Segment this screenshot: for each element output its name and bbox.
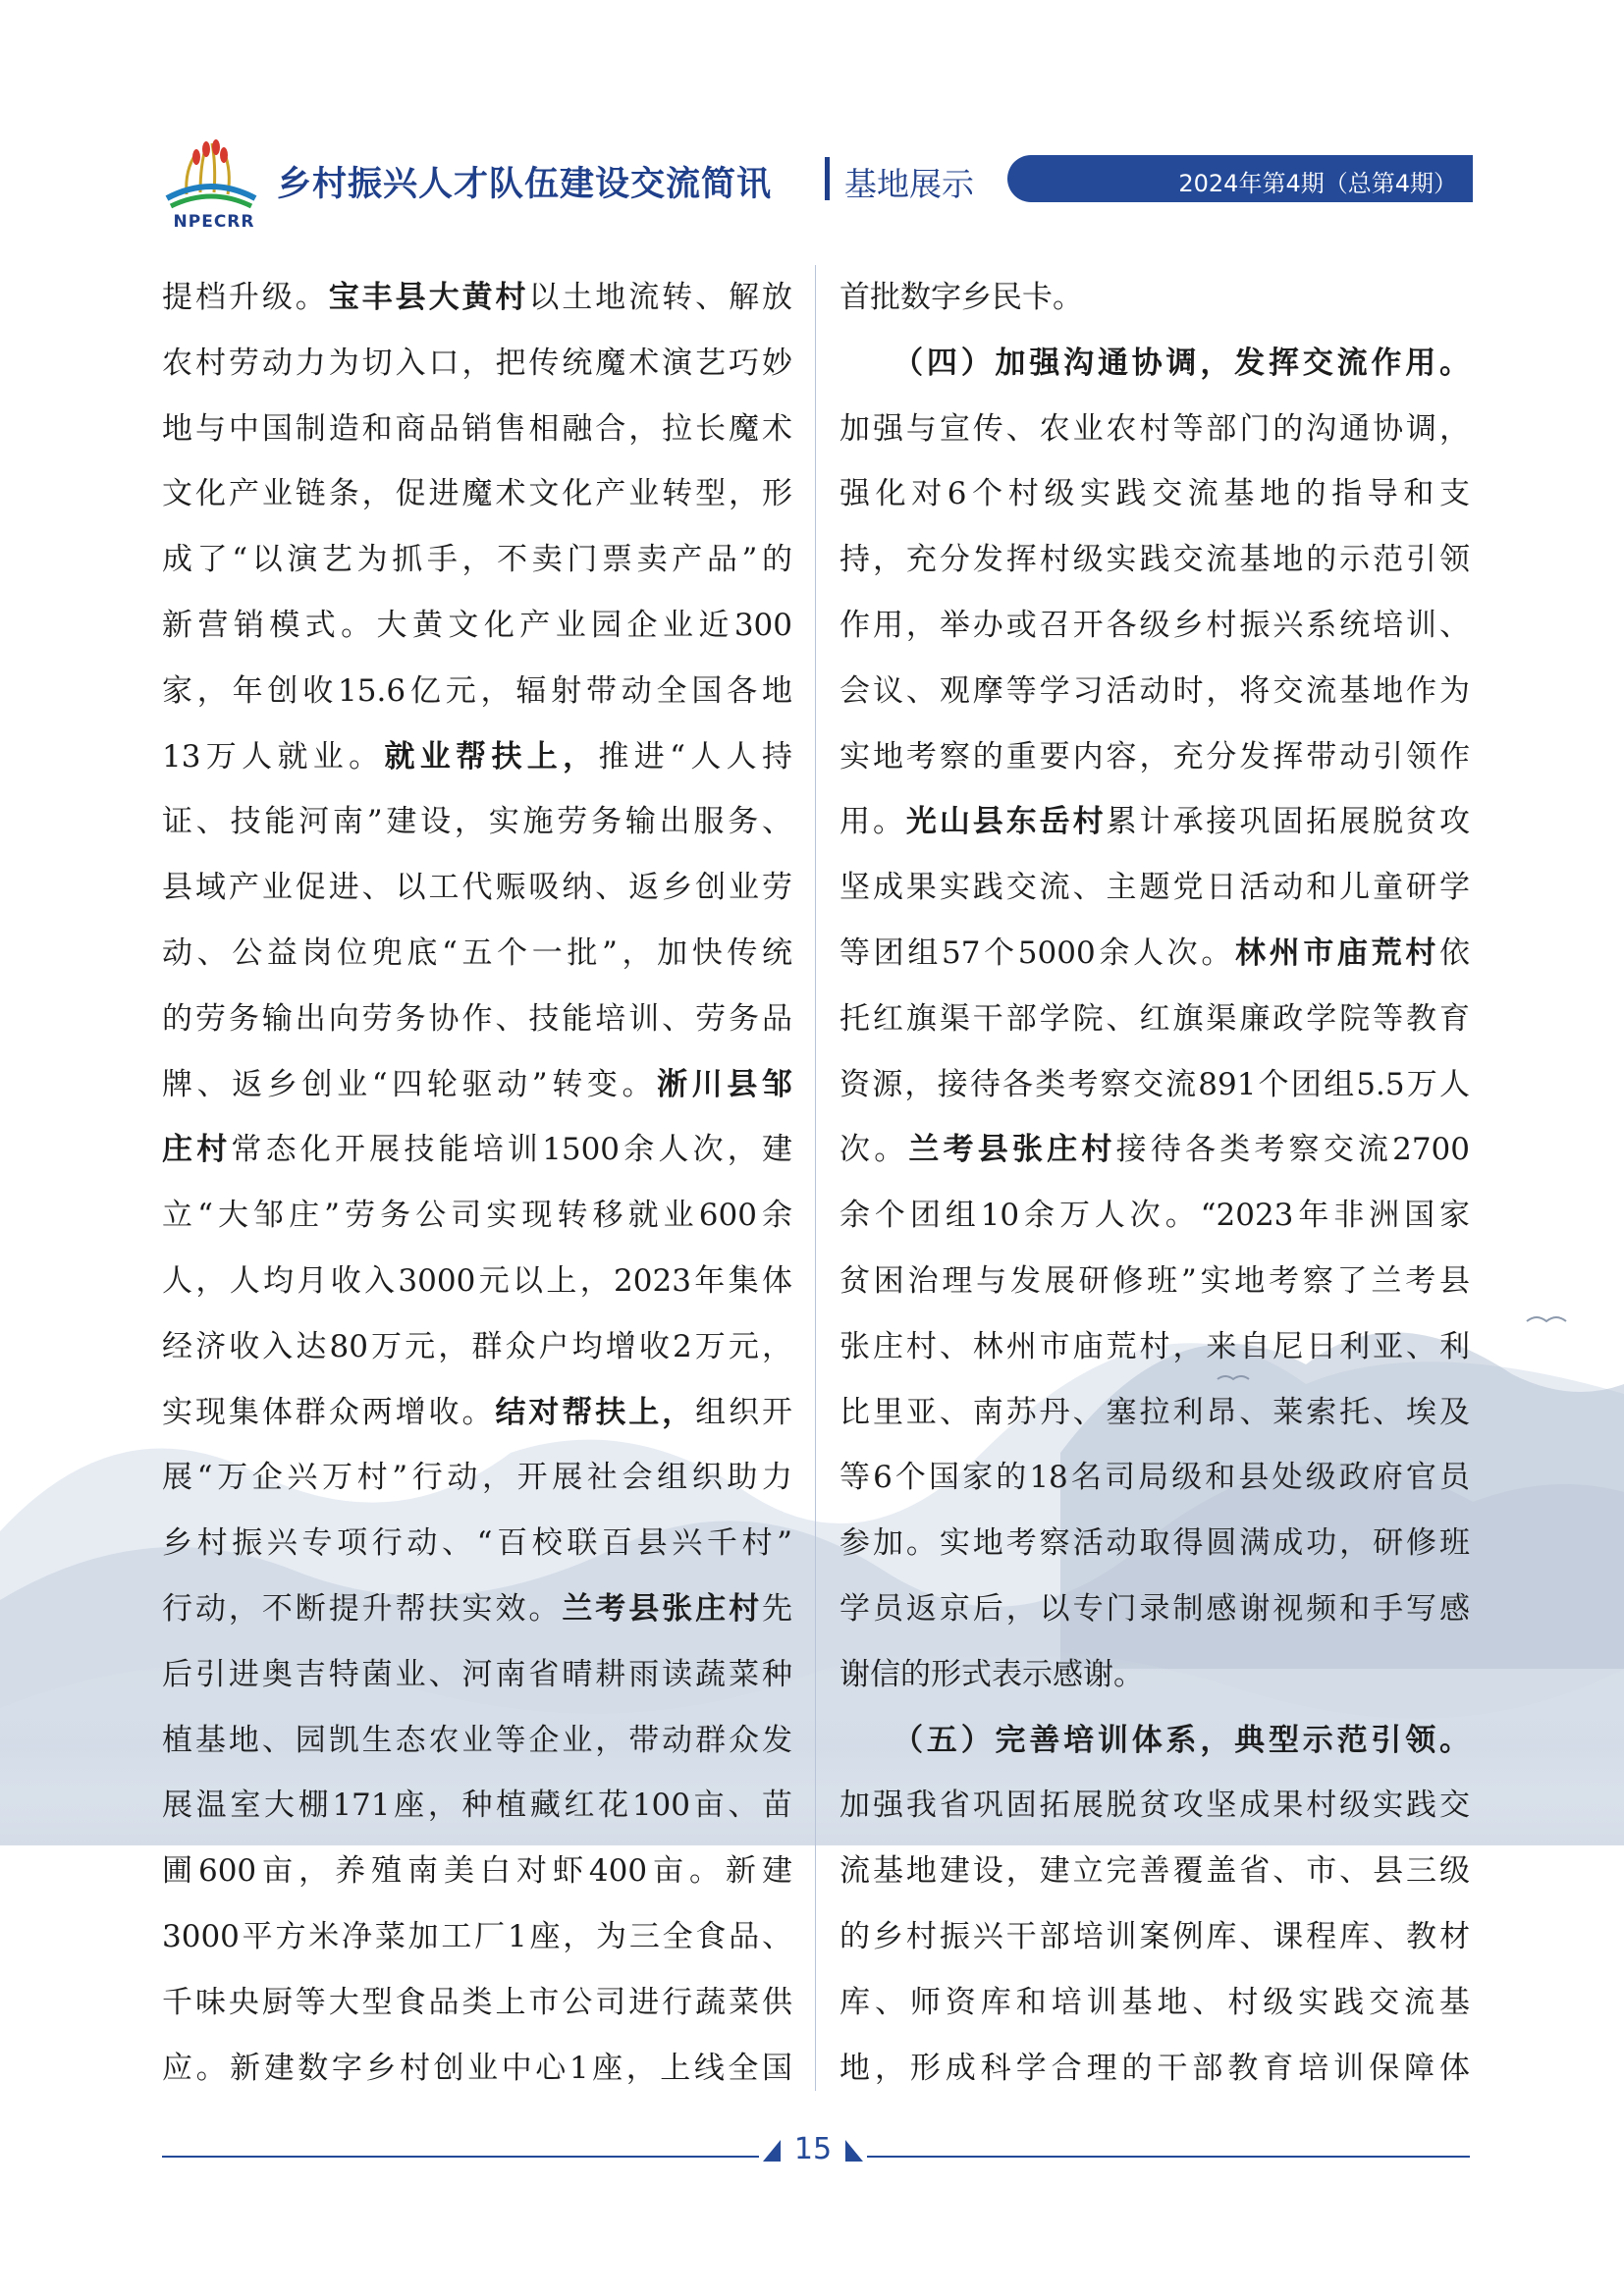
text-line: [162, 1708, 792, 1774]
text-line: [839, 1773, 1470, 1839]
text-line: [839, 1904, 1470, 1970]
text-segment: 推进“人人持: [598, 738, 792, 774]
text-line: [162, 1970, 792, 2036]
text-segment: 强化对6个村级实践交流基地的指导和支: [839, 476, 1470, 512]
bold-text-segment: 林州市庙荒村: [1235, 934, 1439, 971]
text-segment: 等团组57个5000余人次。: [839, 934, 1235, 971]
logo-text: NPECRR: [173, 212, 255, 232]
text-segment: 圃600亩，养殖南美白对虾400亩。新建: [162, 1853, 792, 1890]
text-segment: 资源，接待各类考察交流891个团组5.5万人: [839, 1066, 1470, 1102]
text-line: [839, 724, 1470, 790]
text-segment: 的乡村振兴干部培训案例库、课程库、教材: [839, 1918, 1470, 1954]
text-segment: 学员返京后，以专门录制感谢视频和手写感: [839, 1590, 1470, 1627]
text-line: [162, 331, 792, 397]
text-segment: 成了“以演艺为抓手，不卖门票卖产品”的: [162, 542, 792, 578]
text-line: [839, 921, 1470, 987]
text-line: [162, 1117, 792, 1183]
text-segment: 依: [1439, 934, 1470, 971]
text-segment: 加强与宣传、农业农村等部门的沟通协调，: [839, 410, 1470, 447]
text-line: [162, 1904, 792, 1970]
text-segment: 张庄村、林州市庙荒村，来自尼日利亚、利: [839, 1328, 1470, 1364]
page-number: 15: [793, 2132, 833, 2166]
text-segment: 用。: [839, 804, 906, 840]
text-line: [839, 265, 1470, 331]
text-segment: 展“万企兴万村”行动，开展社会组织助力: [162, 1460, 792, 1496]
text-line: [162, 1511, 792, 1576]
text-line: [162, 855, 792, 921]
left-text-column: [162, 265, 792, 2101]
text-segment: 农村劳动力为切入口，把传统魔术演艺巧妙: [162, 345, 792, 381]
text-line: [839, 593, 1470, 659]
text-segment: 应。新建数字乡村创业中心1座，上线全国: [162, 2050, 792, 2086]
text-line: [839, 659, 1470, 724]
bold-text-segment: （五）完善培训体系，典型示范引领。: [839, 1722, 1470, 1758]
text-segment: 经济收入达80万元，群众户均增收2万元，: [162, 1328, 792, 1364]
text-line: [162, 593, 792, 659]
text-line: [839, 527, 1470, 593]
text-segment: 地，形成科学合理的干部教育培训保障体: [839, 2050, 1470, 2086]
text-line: [839, 461, 1470, 527]
text-segment: 展温室大棚171座，种植藏红花100亩、苗: [162, 1788, 792, 1824]
text-line: [162, 1445, 792, 1511]
text-segment: 持，充分发挥村级实践交流基地的示范引领: [839, 542, 1470, 578]
text-segment: 地与中国制造和商品销售相融合，拉长魔术: [162, 410, 792, 447]
text-line: [162, 2036, 792, 2102]
text-segment: 证、技能河南”建设，实施劳务输出服务、: [162, 804, 792, 840]
text-segment: 牌、返乡创业“四轮驱动”转变。: [162, 1066, 658, 1102]
text-line: [162, 724, 792, 790]
text-segment: 坚成果实践交流、主题党日活动和儿童研学: [839, 870, 1470, 906]
bold-text-segment: 光山县东岳村: [905, 804, 1107, 840]
text-line: [162, 397, 792, 462]
text-line: [162, 1642, 792, 1708]
bold-text-segment: 庄村: [162, 1132, 232, 1168]
bold-text-segment: 结对帮扶上，: [495, 1394, 696, 1430]
bold-text-segment: （四）加强沟通协调，发挥交流作用。: [839, 345, 1470, 381]
text-segment: 先: [762, 1590, 793, 1627]
text-segment: 行动，不断提升帮扶实效。: [162, 1590, 563, 1627]
text-line: [839, 1380, 1470, 1446]
text-line: [839, 855, 1470, 921]
text-segment: 比里亚、南苏丹、塞拉利昂、莱索托、埃及: [839, 1394, 1470, 1430]
text-line: [162, 1839, 792, 1904]
text-line: [839, 1708, 1470, 1774]
text-line: [839, 397, 1470, 462]
issue-label: 2024年第4期（总第4期）: [1178, 170, 1457, 197]
text-segment: 乡村振兴专项行动、“百校联百县兴千村”: [162, 1525, 792, 1562]
text-segment: 人，人均月收入3000元以上，2023年集体: [162, 1262, 792, 1299]
page-header: [157, 135, 1473, 234]
text-segment: 后引进奥吉特菌业、河南省晴耕雨读蔬菜种: [162, 1656, 792, 1692]
text-segment: 实现集体群众两增收。: [162, 1394, 496, 1430]
text-line: [839, 331, 1470, 397]
text-line: [162, 265, 792, 331]
text-line: [162, 789, 792, 855]
text-segment: 加强我省巩固拓展脱贫攻坚成果村级实践交: [839, 1788, 1470, 1824]
text-line: [162, 1773, 792, 1839]
text-segment: 库、师资库和培训基地、村级实践交流基: [839, 1984, 1470, 2020]
text-line: [839, 1052, 1470, 1118]
text-line: [162, 1314, 792, 1380]
text-line: [839, 1839, 1470, 1904]
text-line: [839, 789, 1470, 855]
triangle-right-icon: [845, 2140, 863, 2162]
issue-banner: [1007, 155, 1473, 202]
text-line: [162, 987, 792, 1052]
text-segment: 等6个国家的18名司局级和县处级政府官员: [839, 1460, 1470, 1496]
text-segment: 首批数字乡民卡。: [839, 280, 1083, 315]
header-separator: [825, 157, 830, 200]
bold-text-segment: 宝丰县大黄村: [328, 280, 529, 315]
text-segment: 实地考察的重要内容，充分发挥带动引领作: [839, 738, 1470, 774]
text-line: [839, 2036, 1470, 2102]
section-name: 基地展示: [844, 165, 974, 203]
text-line: [162, 1576, 792, 1642]
bold-text-segment: 淅川县邹: [657, 1066, 792, 1102]
newsletter-title: 乡村振兴人才队伍建设交流简讯: [277, 165, 773, 204]
text-segment: 千味央厨等大型食品类上市公司进行蔬菜供: [162, 1984, 792, 2020]
text-segment: 常态化开展技能培训1500余人次，建: [231, 1132, 792, 1168]
text-line: [839, 1249, 1470, 1314]
right-text-column: [839, 265, 1470, 2101]
text-line: [162, 527, 792, 593]
text-segment: 动、公益岗位兜底“五个一批”，加快传统: [162, 934, 792, 971]
text-segment: 流基地建设，建立完善覆盖省、市、县三级: [839, 1853, 1470, 1890]
text-line: [162, 1183, 792, 1249]
text-line: [839, 1642, 1470, 1708]
text-segment: 托红旗渠干部学院、红旗渠廉政学院等教育: [839, 1000, 1470, 1037]
text-line: [162, 1380, 792, 1446]
text-segment: 会议、观摩等学习活动时，将交流基地作为: [839, 672, 1470, 709]
text-line: [839, 987, 1470, 1052]
text-segment: 13万人就业。: [162, 738, 385, 774]
text-segment: 作用，举办或召开各级乡村振兴系统培训、: [839, 607, 1470, 643]
text-segment: 余个团组10余万人次。“2023年非洲国家: [839, 1198, 1470, 1234]
text-segment: 谢信的形式表示感谢。: [839, 1656, 1144, 1692]
text-line: [839, 1511, 1470, 1576]
text-line: [839, 1445, 1470, 1511]
column-divider: [815, 265, 816, 2091]
text-line: [839, 1314, 1470, 1380]
text-segment: 次。: [839, 1132, 909, 1168]
page-number-badge: [759, 2130, 867, 2173]
text-line: [839, 1970, 1470, 2036]
text-line: [162, 659, 792, 724]
text-segment: 的劳务输出向劳务协作、技能培训、劳务品: [162, 1000, 792, 1037]
text-line: [162, 461, 792, 527]
bold-text-segment: 兰考县张庄村: [908, 1132, 1116, 1168]
text-segment: 家，年创收15.6亿元，辐射带动全国各地: [162, 672, 792, 709]
bold-text-segment: 就业帮扶上，: [384, 738, 599, 774]
text-segment: 以土地流转、解放: [528, 280, 793, 315]
text-line: [839, 1117, 1470, 1183]
text-segment: 提档升级。: [162, 280, 329, 315]
text-segment: 累计承接巩固拓展脱贫攻: [1106, 804, 1471, 840]
text-segment: 组织开: [695, 1394, 793, 1430]
text-line: [162, 1052, 792, 1118]
text-segment: 贫困治理与发展研修班”实地考察了兰考县: [839, 1262, 1470, 1299]
bold-text-segment: 兰考县张庄村: [562, 1590, 763, 1627]
text-line: [839, 1576, 1470, 1642]
text-segment: 县域产业促进、以工代赈吸纳、返乡创业劳: [162, 870, 792, 906]
text-line: [162, 1249, 792, 1314]
text-segment: 植基地、园凯生态农业等企业，带动群众发: [162, 1722, 792, 1758]
text-segment: 参加。实地考察活动取得圆满成功，研修班: [839, 1525, 1470, 1562]
text-segment: 3000平方米净菜加工厂1座，为三全食品、: [162, 1918, 792, 1954]
text-segment: 接待各类考察交流2700: [1115, 1132, 1471, 1168]
text-segment: 新营销模式。大黄文化产业园企业近300: [162, 607, 792, 643]
text-line: [839, 1183, 1470, 1249]
text-segment: 文化产业链条，促进魔术文化产业转型，形: [162, 476, 792, 512]
text-segment: 立“大邹庄”劳务公司实现转移就业600余: [162, 1198, 792, 1234]
text-line: [162, 921, 792, 987]
